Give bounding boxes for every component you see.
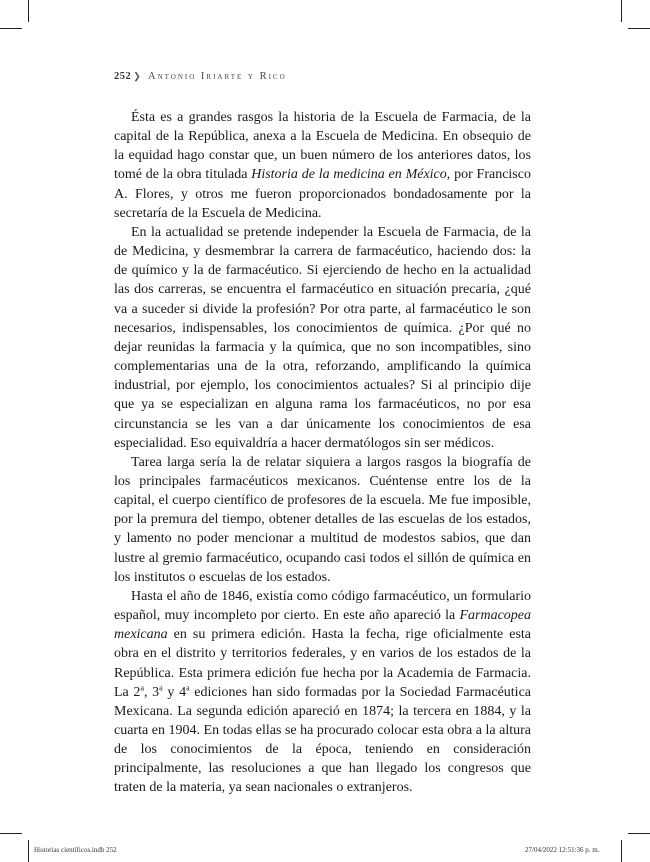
- ordinal-superscript: a: [140, 683, 144, 693]
- running-head: [114, 71, 287, 82]
- text-run: , por Francisco A. Flores, y otros me fueron proporcionados bondadosamente por la secretaría de la Escuela de Medicina.: [114, 167, 531, 221]
- text-run: Tarea larga sería la de relatar siquiera a largos rasgos la biografía de los principales farmacéuticos mexicanos. Cuéntense entre los de la capital, el cuerpo científico de profesores de la escuela. Me fue imposible, por la premura del tiempo, obtener detalles de las escuelas de los estados, y lamento no poder mencionar a multitud de modestos sabios, que dan lustre al gremio farmacéutico, ocupando casi todos el sillón de química en los institutos o escuelas de los estados.: [114, 454, 531, 585]
- crop-mark: [0, 28, 22, 29]
- crop-mark: [628, 28, 650, 29]
- italic-title: Historia de la medicina en México: [251, 167, 447, 183]
- body-text: [114, 108, 531, 798]
- crop-mark: [621, 840, 622, 862]
- footer-timestamp: 27/04/2022 12:51:36 p. m.: [525, 846, 600, 854]
- running-head-author: Antonio Iriarte y Rico: [148, 71, 287, 82]
- crop-mark: [28, 840, 29, 862]
- italic-title: Farmacopea mexicana: [114, 608, 531, 643]
- ordinal-superscript: a: [186, 683, 190, 693]
- crop-mark: [0, 833, 22, 834]
- crop-mark: [621, 0, 622, 22]
- text-run: Ésta es a grandes rasgos la historia de la Escuela de Farmacia, de la capital de la República, anexa a la Escuela de Medicina. En obsequio de la equidad hago constar que, un buen número de los anteriores datos, los tomé de la obra titulada: [114, 110, 531, 183]
- text-run: En la actualidad se pretende independer la Escuela de Farmacia, de la de Medicina, y desmembrar la carrera de farmacéutico, haciendo dos: la de químico y la de farmacéutico. Si ejerciendo de hecho en la actualidad las dos carreras, se encuentra el farmacéutico en situación precaria, ¿qué va a suceder si divide la profesión? Por otra parte, al farmacéutico le son necesarios, indispensables, los conocimientos de química. ¿Por qué no dejar reunidas la farmacia y la química, que no son incompatibles, sino complementarias una de la otra, reforzando, amplificando la química industrial, por ejemplo, los conocimientos actuales? Si al principio dije que ya se especializan en alguna rama los farmacéuticos, no por esa circunstancia se les van a dar únicamente los conocimientos de esa especialidad. Eso equivaldría a hacer dermatólogos sin ser médicos.: [114, 224, 531, 451]
- ordinal-superscript: a: [159, 683, 163, 693]
- page-number: 252: [114, 71, 132, 82]
- chevron-right-icon: ❯: [133, 71, 142, 81]
- paragraph: [114, 108, 531, 223]
- text-run: y 4: [162, 684, 187, 700]
- paragraph: [114, 587, 531, 798]
- text-run: Hasta el año de 1846, existía como código farmacéutico, un formulario español, muy incompleto por cierto. En este año apareció la: [114, 588, 531, 624]
- crop-mark: [628, 833, 650, 834]
- text-run: en su primera edición. Hasta la fecha, rige oficialmente esta obra en el distrito y territorios federales, y en varios de los estados de la República. Esta primera edición fue hecha por la Academia de Farmacia. La 2: [114, 627, 531, 700]
- paragraph: [114, 223, 531, 453]
- text-run: ediciones han sido formadas por la Sociedad Farmacéutica Mexicana. La segunda edición apareció en 1874; la tercera en 1884, y la cuarta en 1904. En todas ellas se ha procurado colocar esta obra a la altura de los conocimientos de la época, teniendo en consideración principalmente, las resoluciones a que han llegado los congresos que traten de la materia, ya sean nacionales o extranjeros.: [114, 684, 531, 796]
- crop-mark: [28, 0, 29, 22]
- text-run: , 3: [144, 684, 160, 700]
- footer-file-name: Historias científicos.indb 252: [34, 846, 117, 854]
- paragraph: [114, 453, 531, 587]
